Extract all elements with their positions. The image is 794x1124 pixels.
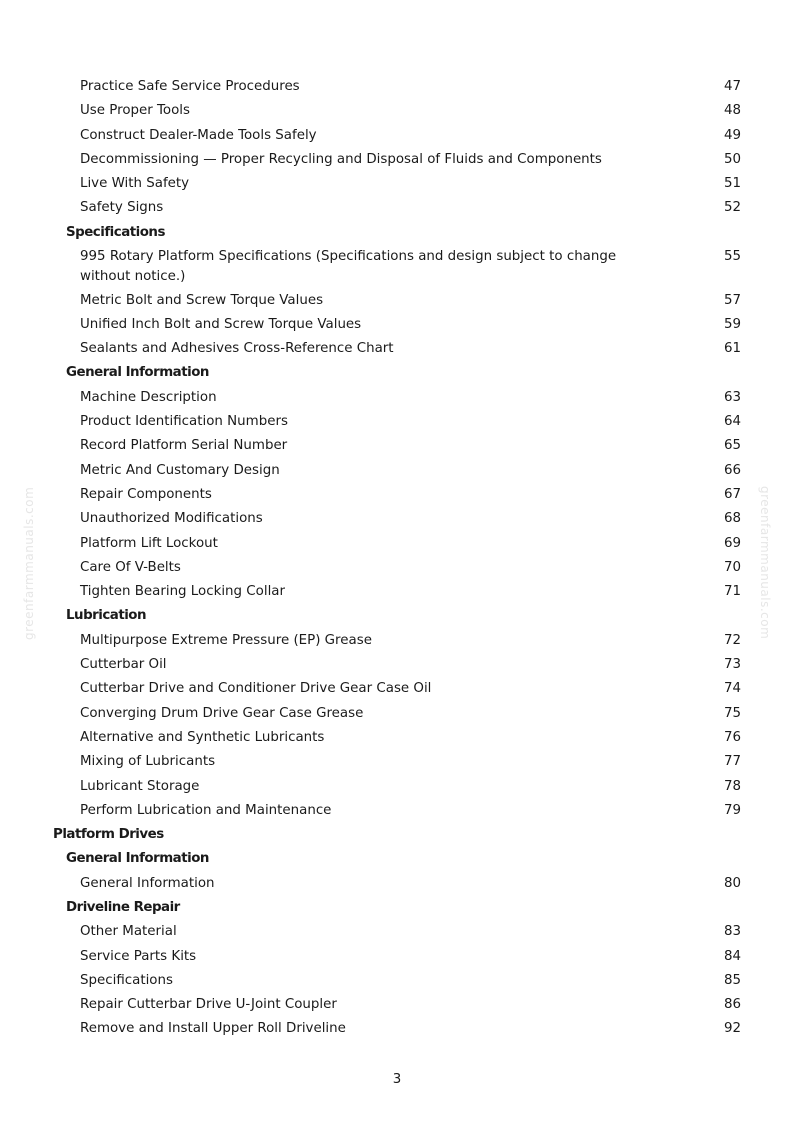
toc-entry-page: 55: [723, 249, 741, 265]
toc-entry-title: Mixing of Lubricants: [80, 754, 216, 770]
toc-entry[interactable]: [0, 101, 794, 125]
toc-entry-page: 77: [723, 754, 741, 770]
toc-entry-title: Safety Signs: [80, 200, 164, 216]
toc-entry[interactable]: [0, 126, 794, 150]
toc-entry-title: Multipurpose Extreme Pressure (EP) Grease: [80, 632, 372, 648]
toc-entry-page: 72: [723, 632, 741, 648]
toc-entry[interactable]: [0, 704, 794, 728]
toc-entry[interactable]: [0, 412, 794, 436]
toc-entry-page: 59: [723, 316, 741, 332]
toc-entry-title: Other Material: [80, 924, 177, 940]
watermark-left: greenfarmmanuals.com: [22, 486, 36, 640]
toc-entry[interactable]: [0, 922, 794, 946]
toc-entry[interactable]: [0, 947, 794, 971]
toc-entry[interactable]: [0, 198, 794, 222]
toc-entry-page: 63: [723, 389, 741, 405]
toc-entry[interactable]: [0, 339, 794, 363]
toc-entry-title: Construct Dealer-Made Tools Safely: [80, 127, 317, 143]
toc-entry-page: 83: [723, 924, 741, 940]
toc-entry-title: General Information: [80, 875, 215, 891]
toc-entry-title: Tighten Bearing Locking Collar: [80, 584, 285, 600]
toc-entry[interactable]: [0, 582, 794, 606]
toc-entry[interactable]: [0, 995, 794, 1019]
toc-entry-page: 70: [723, 559, 741, 575]
toc-entry-page: 61: [723, 341, 741, 357]
toc-entry[interactable]: [0, 655, 794, 679]
table-of-contents: [0, 77, 794, 1044]
page-number: 3: [392, 1072, 402, 1087]
toc-entry-title: Use Proper Tools: [80, 103, 191, 119]
toc-entry-page: 69: [723, 535, 741, 551]
toc-entry[interactable]: [0, 679, 794, 703]
toc-entry-title: Record Platform Serial Number: [80, 438, 288, 454]
toc-chapter-heading: [0, 825, 794, 849]
toc-entry-page: 78: [723, 778, 741, 794]
toc-entry-title: General Information: [66, 851, 209, 867]
toc-entry-title: Platform Drives: [53, 827, 164, 843]
toc-entry-page: 79: [723, 802, 741, 818]
toc-entry-title: Metric And Customary Design: [80, 462, 280, 478]
toc-entry-page: 68: [723, 511, 741, 527]
toc-entry-title: Practice Safe Service Procedures: [80, 79, 300, 94]
toc-entry[interactable]: [0, 534, 794, 558]
toc-entry-title: Specifications: [66, 224, 165, 240]
toc-entry-page: 49: [723, 127, 741, 143]
toc-entry[interactable]: [0, 509, 794, 533]
toc-entry[interactable]: [0, 150, 794, 174]
toc-entry[interactable]: [0, 291, 794, 315]
toc-entry-title: Cutterbar Drive and Conditioner Drive Gear Case Oil: [80, 681, 432, 697]
toc-entry[interactable]: [0, 436, 794, 460]
toc-entry-page: 85: [723, 972, 741, 988]
toc-entry-title: Specifications: [80, 972, 173, 988]
watermark-right: greenfarmmanuals.com: [758, 486, 772, 640]
toc-entry-page: 48: [723, 103, 741, 119]
toc-entry-title: Alternative and Synthetic Lubricants: [80, 729, 325, 745]
toc-section-heading: [0, 363, 794, 387]
toc-entry[interactable]: [0, 971, 794, 995]
toc-entry-title: Unauthorized Modifications: [80, 511, 263, 527]
toc-section-heading: [0, 223, 794, 247]
toc-entry-page: 65: [723, 438, 741, 454]
toc-entry-title: Service Parts Kits: [80, 948, 197, 964]
toc-entry-title: Unified Inch Bolt and Screw Torque Values: [80, 316, 362, 332]
toc-entry[interactable]: [0, 874, 794, 898]
toc-entry-page: 74: [723, 681, 741, 697]
toc-entry-page: 73: [723, 657, 741, 673]
toc-entry-title: Converging Drum Drive Gear Case Grease: [80, 705, 364, 721]
toc-entry-page: 52: [723, 200, 741, 216]
toc-entry[interactable]: [0, 485, 794, 509]
toc-entry[interactable]: [0, 1019, 794, 1043]
toc-entry-page: 71: [723, 584, 741, 600]
toc-entry-page: 86: [723, 997, 741, 1013]
toc-entry-page: 64: [723, 414, 741, 430]
toc-entry[interactable]: [0, 777, 794, 801]
toc-entry-title: Platform Lift Lockout: [80, 535, 218, 551]
toc-entry-page: 67: [723, 486, 741, 502]
toc-entry-title: Perform Lubrication and Maintenance: [80, 802, 332, 818]
toc-entry[interactable]: [0, 801, 794, 825]
toc-entry-title: Remove and Install Upper Roll Driveline: [80, 1021, 346, 1037]
toc-entry[interactable]: [0, 388, 794, 412]
toc-entry[interactable]: [0, 752, 794, 776]
toc-section-heading: [0, 849, 794, 873]
toc-section-heading: [0, 606, 794, 630]
toc-entry-page: 51: [723, 176, 741, 192]
toc-entry[interactable]: [0, 728, 794, 752]
toc-entry[interactable]: [0, 461, 794, 485]
toc-entry-page: 75: [723, 705, 741, 721]
toc-entry-page: 50: [723, 151, 741, 167]
toc-section-heading: [0, 898, 794, 922]
toc-entry[interactable]: [0, 631, 794, 655]
toc-entry-title: Live With Safety: [80, 176, 190, 192]
toc-entry-title: Lubricant Storage: [80, 778, 200, 794]
toc-entry[interactable]: [0, 174, 794, 198]
toc-entry-title: Machine Description: [80, 389, 217, 405]
toc-entry-title: Decommissioning — Proper Recycling and Disposal of Fluids and Components: [80, 151, 602, 167]
toc-entry-title: Driveline Repair: [66, 900, 180, 915]
toc-entry[interactable]: [0, 77, 794, 101]
toc-entry[interactable]: [0, 315, 794, 339]
toc-entry-title: Metric Bolt and Screw Torque Values: [80, 292, 324, 308]
toc-entry-page: 92: [723, 1021, 741, 1037]
toc-entry[interactable]: [0, 247, 794, 291]
toc-entry-title: Cutterbar Oil: [80, 657, 167, 673]
toc-entry-title: Repair Cutterbar Drive U-Joint Coupler: [80, 997, 337, 1013]
toc-entry-page: 47: [723, 79, 741, 94]
toc-entry-title: 995 Rotary Platform Specifications (Specifications and design subject to change without notice.): [80, 249, 617, 285]
toc-entry-page: 84: [723, 948, 741, 964]
toc-entry-title: Sealants and Adhesives Cross-Reference Chart: [80, 341, 394, 357]
toc-entry-title: Product Identification Numbers: [80, 414, 288, 430]
toc-entry-title: General Information: [66, 365, 209, 381]
toc-entry-page: 66: [723, 462, 741, 478]
toc-entry[interactable]: [0, 558, 794, 582]
toc-entry-title: Lubrication: [66, 608, 147, 624]
toc-entry-page: 57: [723, 292, 741, 308]
toc-entry-title: Care Of V-Belts: [80, 559, 181, 575]
toc-entry-title: Repair Components: [80, 486, 212, 502]
toc-entry-page: 76: [723, 729, 741, 745]
toc-entry-page: 80: [723, 875, 741, 891]
